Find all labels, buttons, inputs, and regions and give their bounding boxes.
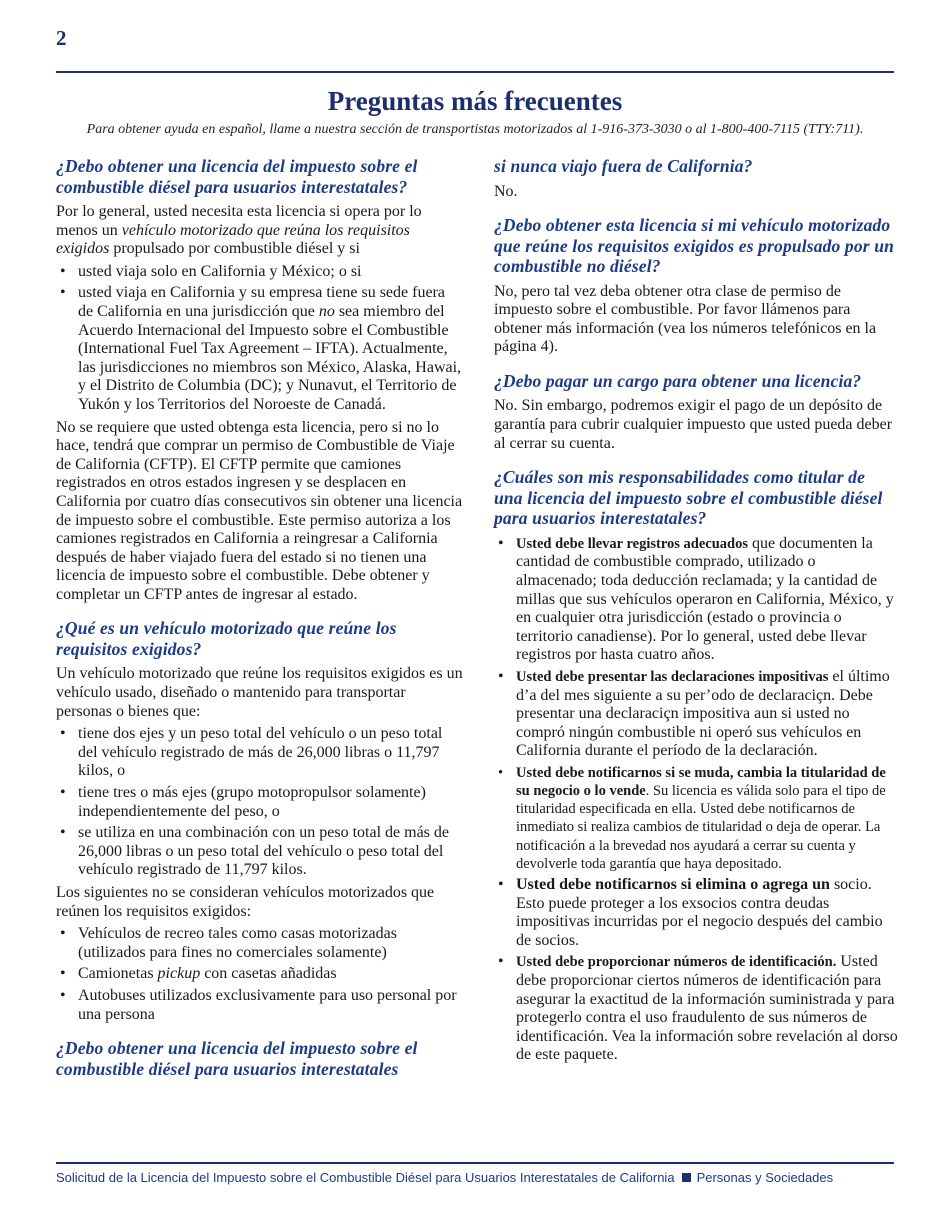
faq-question: ¿Debo obtener esta licencia si mi vehículo motorizado que reúne los requisitos exigidos es propulsado por un combustible no diésel? <box>494 215 894 277</box>
faq-answer: Un vehículo motorizado que reúne los requisitos exigidos es un vehículo usado, diseñado o mantenido para transportar personas o bienes que: <box>56 665 463 720</box>
list-item: • Usted debe notificarnos si elimina o agrega un socio. Esto puede proteger a los exsocios contra deudas impositivas incurridas por el negocio después del cambio de socios. <box>494 876 898 950</box>
square-bullet-icon <box>682 1173 691 1182</box>
faq-section-fee <box>494 371 898 453</box>
faq-section-outside-travel-cont <box>494 156 898 201</box>
right-column <box>494 156 898 1079</box>
responsibility-list <box>494 535 898 1065</box>
faq-section-non-diesel <box>494 215 898 357</box>
faq-section-outside-travel <box>56 1038 464 1079</box>
list-item: • Camionetas pickup con casetas añadidas <box>56 965 464 984</box>
faq-question: ¿Debo obtener una licencia del impuesto sobre el combustible diésel para usuarios interestatales <box>56 1038 418 1079</box>
faq-answer: No se requiere que usted obtenga esta licencia, pero si no lo hace, tendrá que comprar un permiso de Combustible de Viaje de California (CFTP). El CFTP permite que camiones registrados en otros estados ingresen y se desplacen en California por cuatro días consecutivos sin obtener una licencia de impuesto sobre el combustible. Este permiso autoriza a los camiones registrados en California a reingresar a California después de haber viajado fuera del estado si no tienen una licencia de impuesto sobre el combustible. Debe obtener y completar un CFTP antes de ingresar al estado. <box>56 418 463 603</box>
list-item: • Usted debe proporcionar números de identificación. Usted debe proporcionar ciertos números de identificación para asegurar la exactitud de la información suministrada y para protegerlo contra el uso fraudulento de sus números de identificación. Vea la información sobre revelación al dorso de este paquete. <box>494 953 898 1065</box>
list-item: • Vehículos de recreo tales como casas motorizadas (utilizados para fines no comerciales solamente) <box>56 925 464 962</box>
faq-question: ¿Debo obtener una licencia del impuesto sobre el combustible diésel para usuarios interestatales? <box>56 156 418 197</box>
page-footer <box>56 1170 833 1185</box>
list-item: • Usted debe presentar las declaraciones impositivas el último d’a del mes siguiente a su per’odo de declaraciçn. Debe presentar una declaraciçn impositiva aun si usted no compró ningún combustible ni operó sus vehículos en California durante el período de la declaración. <box>494 668 898 761</box>
list-item: • tiene tres o más ejes (grupo motopropulsor solamente) independientemente del peso, o <box>56 784 464 821</box>
list-item: • usted viaja solo en California y México; o si <box>56 263 464 282</box>
exclusion-list <box>56 925 464 1024</box>
criteria-list <box>56 725 464 880</box>
faq-question: ¿Cuáles son mis responsabilidades como titular de una licencia del impuesto sobre el combustible diésel para usuarios interestatales? <box>494 467 883 529</box>
list-item: • Usted debe notificarnos si se muda, cambia la titularidad de su negocio o lo vende. Su licencia es válida solo para el tipo de titularidad especificada en ella. Usted debe notificarnos de inmediato si realiza cambios de titularidad o deja de operar. La notificación a la brevedad nos ayudará a cerrar su cuenta y devolverle toda garantía que haya depositado. <box>494 764 898 873</box>
faq-section-responsibilities <box>494 467 898 1065</box>
footer-rule <box>56 1162 894 1164</box>
page-subtitle: Para obtener ayuda en español, llame a nuestra sección de transportistas motorizados al 1-916-373-3030 o al 1-800-400-7115 (TTY:711). <box>86 122 864 137</box>
footer-doc-title: Solicitud de la Licencia del Impuesto sobre el Combustible Diésel para Usuarios Interestatales de California <box>56 1170 675 1185</box>
faq-answer: No, pero tal vez deba obtener otra clase de permiso de impuesto sobre el combustible. Por favor llámenos para obtener más información (vea los números telefónicos en la página 4). <box>494 282 877 356</box>
faq-answer: Por lo general, usted necesita esta licencia si opera por lo menos un vehículo motorizado que reúna los requisitos exigidos propulsado por combustible diésel y si <box>56 203 422 258</box>
condition-list <box>56 263 464 415</box>
faq-answer: Los siguientes no se consideran vehículos motorizados que reúnen los requisitos exigidos: <box>56 884 435 920</box>
list-item: • Autobuses utilizados exclusivamente para uso personal por una persona <box>56 987 464 1024</box>
faq-section-qualified-vehicle <box>56 618 464 1024</box>
header-rule <box>56 71 894 73</box>
page-number: 2 <box>56 26 67 50</box>
footer-section-name: Personas y Sociedades <box>696 1170 834 1185</box>
list-item: • usted viaja en California y su empresa tiene su sede fuera de California en una jurisdicción que no sea miembro del Acuerdo Internacional del Impuesto sobre el Combustible (International Fuel Tax Agreement – IFTA). Actualmente, las jurisdicciones no miembros son México, Alaska, Hawai, y el Distrito de Columbia (DC); y Nunavut, el Territorio de Yukón y los Territorios del Noroeste de Canadá. <box>56 284 464 414</box>
faq-question: ¿Debo pagar un cargo para obtener una licencia? <box>494 370 862 391</box>
faq-answer: No. Sin embargo, podremos exigir el pago de un depósito de garantía para cubrir cualquier impuesto que usted pueda deber al cerrar su cuenta. <box>494 397 893 452</box>
faq-question: ¿Qué es un vehículo motorizado que reúne los requisitos exigidos? <box>56 618 397 659</box>
page-title: Preguntas más frecuentes <box>327 86 623 116</box>
faq-question: si nunca viajo fuera de California? <box>494 156 753 176</box>
left-column <box>56 156 464 1093</box>
faq-section-license <box>56 156 464 604</box>
faq-answer: No. <box>494 182 518 200</box>
list-item: • Usted debe llevar registros adecuados que documenten la cantidad de combustible comprado, utilizado o almacenado; toda deducción reclamada; y la cantidad de millas que sus vehículos operaron en California, México, y en cualquier otra jurisdicción (estado o provincia o territorio canadiense). Por lo general, usted debe llevar registros por hasta cuatro años. <box>494 535 898 665</box>
list-item: • se utiliza en una combinación con un peso total de más de 26,000 libras o un peso total del vehículo o peso total del vehículo registrado de 11,797 kilos. <box>56 824 464 880</box>
list-item: • tiene dos ejes y un peso total del vehículo o un peso total del vehículo registrado de más de 26,000 libras o 11,797 kilos, o <box>56 725 464 781</box>
